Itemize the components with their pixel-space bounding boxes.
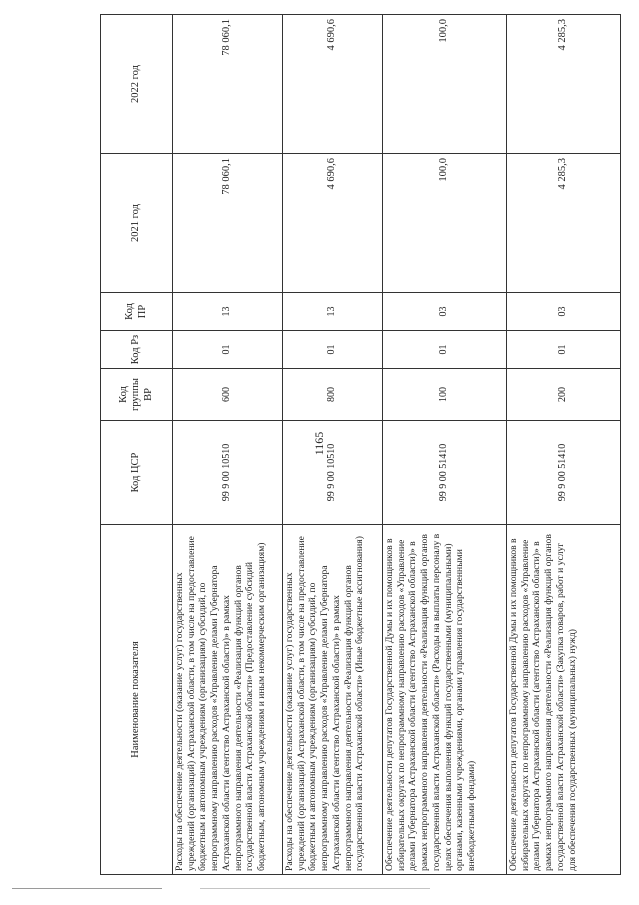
row-csr: 99 9 00 10510	[283, 421, 383, 525]
budget-table	[100, 14, 621, 875]
row-name: Расходы на обеспечение деятельности (оказание услуг) государственных учреждений (организаций) Астраханской области, в том числе на предоставление бюджетным и автономным учреждениям (организациям) субсидий, по непрограммному направлению расходов «Управление делами Губернатора Астраханской области (агентство Астраханской области)» в рамках непрограммного направления деятельности «Реализация функций органов государственной власти Астраханской области» (Иные бюджетные ассигнования)	[283, 525, 383, 875]
header-2022: 2022 год	[101, 15, 173, 154]
row-2021: 4 690,6	[283, 154, 383, 293]
table-row	[173, 15, 283, 875]
header-2021: 2021 год	[101, 154, 173, 293]
row-pr: 13	[173, 293, 283, 331]
header-pr: Код ПР	[101, 293, 173, 331]
header-name: Наименование показателя	[101, 525, 173, 875]
row-2022: 4 690,6	[283, 15, 383, 154]
scan-edge-line	[200, 888, 430, 889]
scan-edge-line	[12, 888, 162, 889]
row-2021: 100,0	[383, 154, 507, 293]
table-row	[507, 15, 621, 875]
row-rz: 01	[283, 331, 383, 369]
row-name: Обеспечение деятельности депутатов Государственной Думы и их помощников в избирательных округах по непрограммному направлению расходов «Управление делами Губернатора Астраханской области (агентство Астраханской области)» в рамках непрограммного направления деятельности «Реализация функций органов государственной власти Астраханской области» (Закупка товаров, работ и услуг для обеспечения государственных (муниципальных) нужд)	[507, 525, 621, 875]
row-2022: 4 285,3	[507, 15, 621, 154]
rotated-page-content	[100, 15, 620, 875]
header-csr: Код ЦСР	[101, 421, 173, 525]
row-rz: 01	[173, 331, 283, 369]
row-2021: 4 285,3	[507, 154, 621, 293]
row-csr: 99 9 00 51410	[507, 421, 621, 525]
table-row	[383, 15, 507, 875]
row-csr: 99 9 00 10510	[173, 421, 283, 525]
page-number: 1165	[312, 431, 326, 456]
row-csr: 99 9 00 51410	[383, 421, 507, 525]
row-name: Обеспечение деятельности депутатов Государственной Думы и их помощников в избирательных округах по непрограммному направлению расходов «Управление делами Губернатора Астраханской области (агентство Астраханской области)» в рамках непрограммного направления деятельности «Реализация функций органов государственной власти Астраханской области» (Расходы на выплаты персоналу в целях обеспечения выполнения функций государственными (муниципальными) органами, казенными учреждениями, органами управления государственными внебюджетными фондами)	[383, 525, 507, 875]
header-row	[101, 15, 173, 875]
row-name: Расходы на обеспечение деятельности (оказание услуг) государственных учреждений (организаций) Астраханской области, в том числе на предоставление бюджетным и автономным учреждениям (организациям) субсидий, по непрограммному направлению расходов «Управление делами Губернатора Астраханской области (агентство Астраханской области)» в рамках непрограммного направления деятельности «Реализация функций органов государственной власти Астраханской области» (Предоставление субсидий бюджетным, автономным учреждениям и иным некоммерческим организациям)	[173, 525, 283, 875]
row-vr: 100	[383, 369, 507, 421]
table-row	[283, 15, 383, 875]
row-rz: 01	[507, 331, 621, 369]
row-vr: 800	[283, 369, 383, 421]
row-2022: 100,0	[383, 15, 507, 154]
row-pr: 13	[283, 293, 383, 331]
header-vr: Код группы ВР	[101, 369, 173, 421]
row-vr: 200	[507, 369, 621, 421]
row-pr: 03	[507, 293, 621, 331]
row-rz: 01	[383, 331, 507, 369]
header-rz: Код Рз	[101, 331, 173, 369]
row-2022: 78 060,1	[173, 15, 283, 154]
row-pr: 03	[383, 293, 507, 331]
row-2021: 78 060,1	[173, 154, 283, 293]
row-vr: 600	[173, 369, 283, 421]
